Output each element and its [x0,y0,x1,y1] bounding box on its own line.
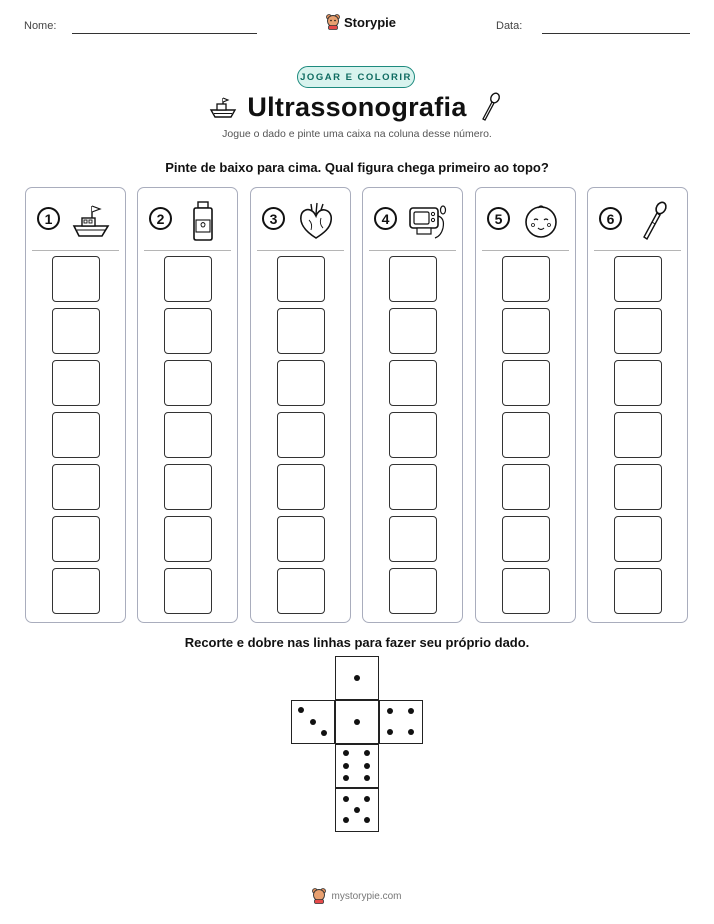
column-header [26,188,125,250]
color-box[interactable] [502,516,550,562]
color-box[interactable] [164,568,212,614]
die-pip [354,807,360,813]
column-header [363,188,462,250]
color-box[interactable] [164,308,212,354]
color-box[interactable] [52,464,100,510]
die-pip [408,708,414,714]
name-line[interactable] [72,33,257,34]
die-pip [387,708,393,714]
color-box[interactable] [502,464,550,510]
color-box[interactable] [614,308,662,354]
name-label: Nome: [24,20,57,32]
column-header [251,188,350,250]
color-box[interactable] [52,516,100,562]
color-box[interactable] [614,256,662,302]
color-box[interactable] [52,360,100,406]
column-divider [594,250,681,251]
color-box[interactable] [164,256,212,302]
die-pip [343,796,349,802]
color-box[interactable] [164,516,212,562]
activity-badge: JOGAR E COLORIR [297,66,415,88]
footer-url[interactable]: mystorypie.com [331,890,402,902]
date-label: Data: [496,20,523,32]
color-box[interactable] [277,412,325,458]
color-box[interactable] [614,516,662,562]
gel-bottle-icon [182,200,224,242]
footer-bear-icon [312,888,326,904]
die-pip [364,796,370,802]
die-face-3 [291,700,335,744]
color-box[interactable] [277,256,325,302]
die-face-1 [335,656,379,700]
ultrasound-probe-icon [632,200,674,242]
color-box[interactable] [389,360,437,406]
color-box[interactable] [502,360,550,406]
color-box[interactable] [277,568,325,614]
color-box[interactable] [502,412,550,458]
column-header [476,188,575,250]
color-box[interactable] [277,516,325,562]
die-face-6 [335,744,379,788]
column-divider [144,250,231,251]
baby-face-icon [520,200,562,242]
column-3 [250,187,351,623]
die-pip [343,775,349,781]
column-number: 5 [487,207,510,230]
color-box[interactable] [502,256,550,302]
color-box[interactable] [52,568,100,614]
color-box[interactable] [614,412,662,458]
column-divider [482,250,569,251]
column-4 [362,187,463,623]
column-header [588,188,687,250]
die-pip [321,730,327,736]
column-6 [587,187,688,623]
color-box[interactable] [164,464,212,510]
die-pip [354,719,360,725]
color-box[interactable] [164,360,212,406]
die-pip [364,775,370,781]
die-pip [387,729,393,735]
die-caption: Recorte e dobre nas linhas para fazer seu próprio dado. [184,635,530,650]
color-box[interactable] [614,568,662,614]
column-5 [475,187,576,623]
die-pip [343,763,349,769]
column-number: 1 [37,207,60,230]
color-box[interactable] [52,412,100,458]
color-box[interactable] [52,256,100,302]
color-box[interactable] [389,256,437,302]
column-number: 4 [374,207,397,230]
title-probe-icon [478,92,502,122]
die-pip [343,817,349,823]
color-box[interactable] [614,360,662,406]
color-box[interactable] [502,568,550,614]
column-header [138,188,237,250]
color-box[interactable] [389,308,437,354]
color-box[interactable] [389,516,437,562]
page-subtitle: Jogue o dado e pinte uma caixa na coluna desse número. [222,128,492,140]
color-box[interactable] [277,464,325,510]
footer [0,888,714,904]
color-box[interactable] [277,308,325,354]
instruction-text: Pinte de baixo para cima. Qual figura chega primeiro ao topo? [165,160,549,175]
die-pip [364,817,370,823]
column-divider [32,250,119,251]
die-pip [408,729,414,735]
die-face-1 [335,700,379,744]
color-box[interactable] [52,308,100,354]
die-pip [354,675,360,681]
ultrasound-machine-icon [407,200,449,242]
heart-icon [295,200,337,242]
column-number: 2 [149,207,172,230]
color-box[interactable] [614,464,662,510]
column-2 [137,187,238,623]
color-box[interactable] [277,360,325,406]
die-face-5 [335,788,379,832]
column-number: 3 [262,207,285,230]
color-box[interactable] [164,412,212,458]
die-pip [343,750,349,756]
die-pip [298,707,304,713]
die-face-4 [379,700,423,744]
column-divider [257,250,344,251]
color-box[interactable] [389,412,437,458]
brand-logo [326,14,396,30]
boat-icon [70,200,112,242]
column-number: 6 [599,207,622,230]
brand-name: Storypie [344,14,397,30]
bear-icon [326,14,340,30]
die-pip [364,750,370,756]
color-box[interactable] [389,464,437,510]
page-title: Ultrassonografia [247,92,467,122]
column-divider [369,250,456,251]
date-line[interactable] [542,33,690,34]
color-box[interactable] [502,308,550,354]
column-1 [25,187,126,623]
color-box[interactable] [389,568,437,614]
die-pip [364,763,370,769]
die-pip [310,719,316,725]
